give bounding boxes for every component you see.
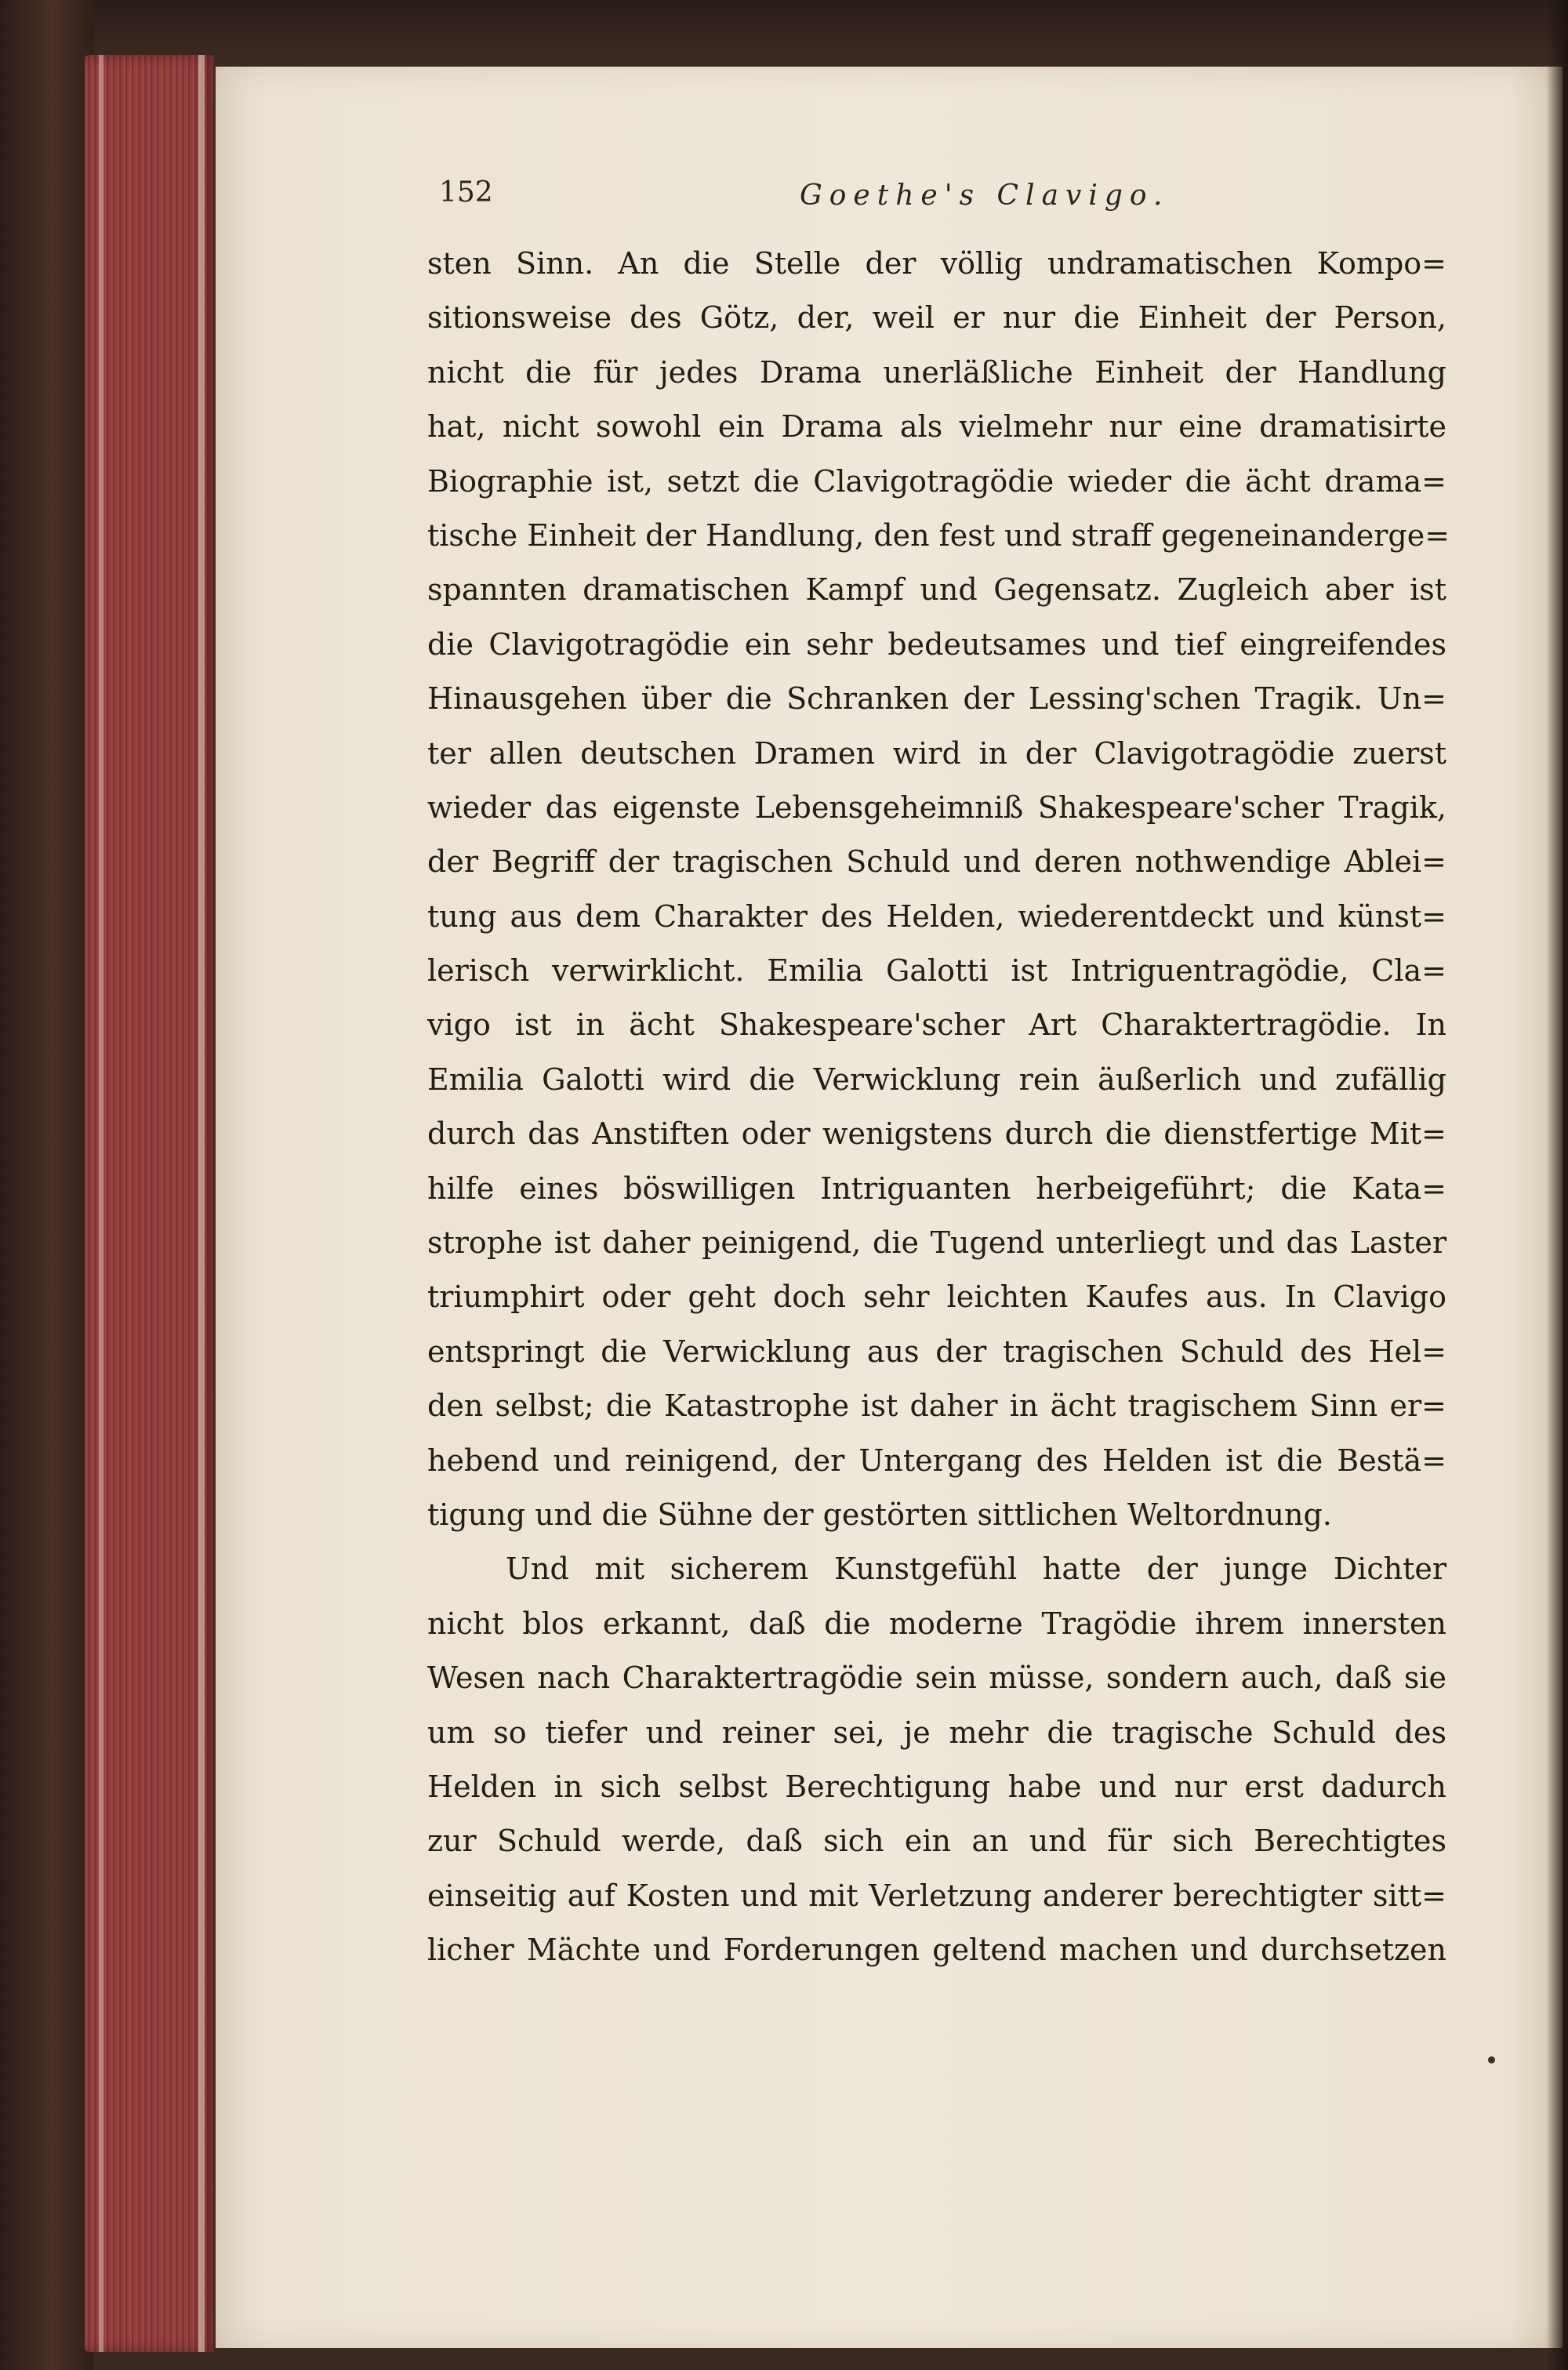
text-line: nicht blos erkannt, daß die moderne Tragödie ihrem innersten — [427, 1606, 1446, 1641]
gutter-shadow — [1546, 0, 1568, 2370]
text-line: tung aus dem Charakter des Helden, wiederentdeckt und künst= — [427, 898, 1446, 934]
text-line: einseitig auf Kosten und mit Verletzung anderer berechtigter sitt= — [427, 1878, 1446, 1913]
text-line: lerisch verwirklicht. Emilia Galotti ist Intriguentragödie, Cla= — [427, 953, 1446, 989]
text-line: Helden in sich selbst Berechtigung habe und nur erst dadurch — [427, 1769, 1446, 1804]
page-edges — [85, 55, 214, 2352]
text-line: wieder das eigenste Lebensgeheimniß Shakespeare'scher Tragik, — [427, 789, 1446, 825]
page-number: 152 — [439, 176, 493, 209]
text-line: sten Sinn. An die Stelle der völlig undramatischen Kompo= — [427, 246, 1446, 281]
text-line: tische Einheit der Handlung, den fest und straff gegeneinanderge= — [427, 517, 1450, 553]
paragraph-start-line: Und mit sicherem Kunstgefühl hatte der junge Dichter — [506, 1552, 1446, 1587]
text-line: durch das Anstiften oder wenigstens durch die dienstfertige Mit= — [427, 1116, 1446, 1152]
running-head: Goethe's Clavigo. — [800, 180, 1170, 212]
text-line: zur Schuld werde, daß sich ein an und für sich Berechtigtes — [427, 1824, 1446, 1859]
text-line: vigo ist in ächt Shakespeare'scher Art Charaktertragödie. In — [427, 1007, 1446, 1043]
text-line: hat, nicht sowohl ein Drama als vielmehr nur eine dramatisirte — [427, 409, 1446, 445]
text-line: die Clavigotragödie ein sehr bedeutsames und tief eingreifendes — [427, 626, 1446, 662]
text-line: Emilia Galotti wird die Verwicklung rein äußerlich und zufällig — [427, 1062, 1446, 1097]
text-line: sitionsweise des Götz, der, weil er nur die Einheit der Person, — [427, 300, 1446, 336]
text-line: triumphirt oder geht doch sehr leichten Kaufes aus. In Clavigo — [427, 1279, 1446, 1315]
page-header — [439, 176, 1474, 223]
text-line: Hinausgehen über die Schranken der Lessing'schen Tragik. Un= — [427, 681, 1446, 717]
text-line: spannten dramatischen Kampf und Gegensatz. Zugleich aber ist — [427, 572, 1446, 608]
text-line: hilfe eines böswilligen Intriguanten herbeigeführt; die Kata= — [427, 1170, 1446, 1206]
text-line: licher Mächte und Forderungen geltend machen und durchsetzen — [427, 1933, 1446, 1968]
text-line: tigung und die Sühne der gestörten sittlichen Weltordnung. — [427, 1497, 1332, 1532]
book-cover — [0, 0, 94, 2370]
body-text — [427, 237, 1450, 1978]
book-cover-top — [0, 0, 1568, 63]
text-line: ter allen deutschen Dramen wird in der Clavigotragödie zuerst — [427, 735, 1446, 771]
paper-speck — [1488, 2056, 1495, 2063]
text-line: den selbst; die Katastrophe ist daher in ächt tragischem Sinn er= — [427, 1388, 1446, 1424]
text-line: strophe ist daher peinigend, die Tugend unterliegt und das Laster — [427, 1225, 1446, 1261]
text-line: entspringt die Verwicklung aus der tragischen Schuld des Hel= — [427, 1334, 1446, 1369]
text-line: Biographie ist, setzt die Clavigotragödie wieder die ächt drama= — [427, 463, 1446, 499]
text-line: Wesen nach Charaktertragödie sein müsse, sondern auch, daß sie — [427, 1660, 1446, 1696]
text-line: um so tiefer und reiner sei, je mehr die tragische Schuld des — [427, 1715, 1446, 1750]
text-line: nicht die für jedes Drama unerläßliche Einheit der Handlung — [427, 354, 1446, 390]
text-line: hebend und reinigend, der Untergang des Helden ist die Bestä= — [427, 1443, 1446, 1478]
text-line: der Begriff der tragischen Schuld und deren nothwendige Ablei= — [427, 844, 1446, 880]
